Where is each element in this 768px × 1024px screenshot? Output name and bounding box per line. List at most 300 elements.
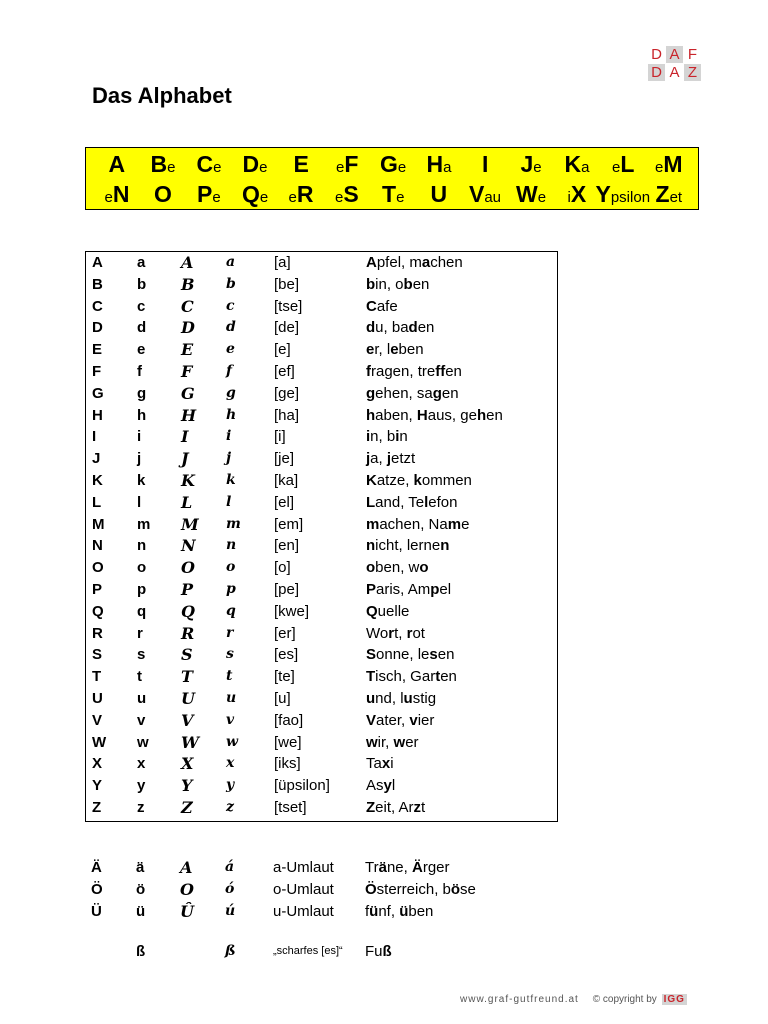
alphabet-letter: E <box>293 151 309 177</box>
letter-sound-suffix: e <box>537 189 547 206</box>
table-row <box>85 857 558 879</box>
script-uppercase: F <box>181 362 193 381</box>
script-uppercase: V <box>181 710 194 730</box>
footer-website: www.graf-gutfreund.at <box>460 994 579 1005</box>
alphabet-letter: Y <box>595 181 611 207</box>
highlighted-letter: p <box>430 581 440 598</box>
alphabet-entry <box>469 179 501 213</box>
highlighted-letter: Ä <box>411 859 423 876</box>
script-uppercase: C <box>181 296 194 316</box>
pronunciation: [fao] <box>274 711 304 729</box>
highlighted-letter: C <box>366 297 377 315</box>
highlighted-letter: b <box>403 275 413 293</box>
table-row <box>85 879 558 901</box>
lowercase-letter: t <box>137 668 142 686</box>
table-row <box>86 317 557 339</box>
alphabet-letter: D <box>242 151 260 177</box>
example-words: Taxi <box>366 755 394 773</box>
footer-brand: IGG <box>663 994 685 1005</box>
letter-sound-prefix: e <box>288 189 297 206</box>
script-lowercase: m <box>226 515 241 532</box>
script-lowercase: k <box>226 472 236 488</box>
lowercase-letter: c <box>137 297 146 315</box>
letter-sound-suffix: e <box>396 189 405 206</box>
pronunciation: [u] <box>274 690 291 707</box>
script-uppercase: Z <box>181 798 193 817</box>
example-words: oben, wo <box>366 559 429 577</box>
alphabet-row-2 <box>86 179 698 209</box>
lowercase-letter: s <box>137 646 146 664</box>
table-row <box>85 901 558 923</box>
script-uppercase: R <box>181 623 195 643</box>
lowercase-letter: l <box>137 493 142 511</box>
highlighted-letter: z <box>413 799 422 816</box>
lowercase-letter: ö <box>136 880 146 898</box>
highlighted-letter: S <box>366 646 377 664</box>
highlighted-letter: w <box>366 733 378 751</box>
table-row <box>86 274 557 296</box>
highlighted-letter: ff <box>435 363 446 380</box>
alphabet-entry <box>596 179 651 213</box>
table-row <box>86 732 557 754</box>
script-uppercase: H <box>181 405 197 425</box>
letter-sound-suffix: e <box>533 159 542 176</box>
logo-letter: Z <box>684 64 701 81</box>
script-lowercase: ó <box>225 880 235 897</box>
alphabet-letter: H <box>426 151 444 177</box>
lowercase-letter: g <box>137 384 147 402</box>
footer <box>460 994 687 1005</box>
example-words: fragen, treffen <box>366 363 462 380</box>
pronunciation: [el] <box>274 493 295 511</box>
alphabet-letter: N <box>112 181 130 207</box>
table-row <box>86 296 557 318</box>
lowercase-letter: p <box>137 581 147 598</box>
script-uppercase: O <box>180 879 194 899</box>
script-uppercase: Û <box>180 901 194 921</box>
script-uppercase: N <box>181 536 196 556</box>
alphabet-entry <box>289 179 314 213</box>
pronunciation: a-Umlaut <box>273 859 334 876</box>
uppercase-letter: H <box>92 406 103 424</box>
logo-letter: F <box>684 46 701 63</box>
script-lowercase: w <box>226 733 239 750</box>
script-uppercase: K <box>181 471 195 490</box>
logo-letter: D <box>648 46 665 63</box>
pronunciation: [ge] <box>274 384 300 402</box>
alphabet-letter: X <box>570 181 587 207</box>
pronunciation: o-Umlaut <box>273 880 334 898</box>
highlighted-letter: m <box>447 515 462 533</box>
highlighted-letter: Ö <box>365 880 377 898</box>
lowercase-letter: ß <box>136 943 146 960</box>
logo-letter: A <box>666 64 683 81</box>
letter-sound-suffix: e <box>397 159 407 176</box>
example-words: Asyl <box>366 777 396 795</box>
script-lowercase: j <box>226 450 232 467</box>
table-row <box>86 470 557 492</box>
letter-sound-suffix: e <box>213 159 222 176</box>
pronunciation: [te] <box>274 668 295 686</box>
highlighted-letter: A <box>366 254 377 271</box>
example-words: Quelle <box>366 602 410 620</box>
example-words: Träne, Ärger <box>365 859 450 876</box>
example-words: Zeit, Arzt <box>366 799 426 816</box>
highlighted-letter: Q <box>366 602 378 620</box>
lowercase-letter: i <box>137 428 142 446</box>
uppercase-letter: O <box>92 559 104 577</box>
table-row <box>86 797 557 819</box>
lowercase-letter: r <box>137 624 143 642</box>
example-words: er, leben <box>366 341 424 359</box>
highlighted-letter: o <box>366 559 376 577</box>
script-uppercase: I <box>181 427 189 447</box>
alphabet-entry <box>154 179 172 213</box>
lowercase-letter: x <box>137 755 146 773</box>
example-words: machen, Name <box>366 515 470 533</box>
letter-sound-prefix: i <box>567 189 571 206</box>
alphabet-entry <box>242 179 268 213</box>
uppercase-letter: J <box>92 450 101 468</box>
example-words: du, baden <box>366 319 435 337</box>
highlighted-letter: d <box>366 319 376 337</box>
example-words: in, bin <box>366 428 408 446</box>
alphabet-entry <box>521 149 542 183</box>
highlighted-letter: j <box>386 450 392 468</box>
highlighted-letter: t <box>435 668 441 686</box>
uppercase-letter: U <box>92 690 103 707</box>
lowercase-letter: m <box>137 515 151 533</box>
highlighted-letter: o <box>419 559 429 577</box>
lowercase-letter: ä <box>136 859 145 876</box>
pronunciation: [tset] <box>274 799 307 816</box>
lowercase-letter: y <box>137 777 146 795</box>
pronunciation: [iks] <box>274 755 301 773</box>
table-row <box>86 383 557 405</box>
letter-sound-suffix: e <box>259 189 269 206</box>
table-row <box>86 514 557 536</box>
pronunciation: [kwe] <box>274 602 310 620</box>
highlighted-letter: r <box>406 624 413 642</box>
highlighted-letter: ä <box>378 859 387 876</box>
script-lowercase: g <box>226 384 236 401</box>
uppercase-letter: W <box>92 733 107 751</box>
alphabet-letter: T <box>382 181 397 207</box>
pronunciation: [pe] <box>274 581 300 598</box>
letter-sound-suffix: e <box>212 189 221 206</box>
pronunciation: [e] <box>274 341 291 359</box>
pronunciation: [en] <box>274 537 300 555</box>
uppercase-letter: Q <box>92 602 104 620</box>
alphabet-entry <box>612 149 634 183</box>
script-lowercase: e <box>226 341 235 358</box>
lowercase-letter: ü <box>136 902 146 920</box>
lowercase-letter: q <box>137 602 147 620</box>
alphabet-letter: F <box>344 151 359 177</box>
lowercase-letter: o <box>137 559 147 577</box>
script-uppercase: A <box>181 253 194 272</box>
script-lowercase: p <box>226 581 236 597</box>
highlighted-letter: i <box>395 428 400 446</box>
alphabet-letter: S <box>343 181 359 207</box>
lowercase-letter: e <box>137 341 146 359</box>
example-words: gehen, sagen <box>366 384 459 402</box>
alphabet-entry <box>382 179 404 213</box>
lowercase-letter: j <box>137 450 142 468</box>
highlighted-letter: T <box>366 668 376 686</box>
alphabet-entry <box>380 149 406 183</box>
script-lowercase: c <box>226 297 235 314</box>
alphabet-entry <box>294 149 309 183</box>
script-uppercase: B <box>181 274 195 294</box>
alphabet-entry <box>565 149 590 183</box>
script-lowercase: f <box>226 363 233 379</box>
uppercase-letter: L <box>92 493 102 511</box>
script-lowercase: á <box>225 859 235 875</box>
uppercase-letter: K <box>92 472 103 489</box>
script-lowercase: i <box>226 428 232 445</box>
pronunciation: [o] <box>274 559 291 577</box>
script-lowercase: v <box>226 711 235 728</box>
pronunciation: [er] <box>274 624 296 642</box>
uppercase-letter: M <box>92 515 105 533</box>
highlighted-letter: v <box>409 711 418 729</box>
logo-letter: A <box>666 46 683 63</box>
script-uppercase: A <box>180 858 193 877</box>
lowercase-letter: a <box>137 254 146 271</box>
alphabet-letter: L <box>620 151 635 177</box>
letter-sound-suffix: e <box>167 159 176 176</box>
example-words: Cafe <box>366 297 398 315</box>
example-words: Fuß <box>365 943 392 960</box>
table-row <box>86 557 557 579</box>
alphabet-letter: B <box>150 151 168 177</box>
uppercase-letter: A <box>92 254 103 271</box>
letter-sound-suffix: et <box>669 189 683 206</box>
table-row <box>86 361 557 383</box>
table-row <box>86 710 557 732</box>
uppercase-letter: Y <box>92 777 103 795</box>
alphabet-row-1 <box>86 149 698 179</box>
pronunciation: [tse] <box>274 297 303 315</box>
table-row <box>86 688 557 710</box>
pronunciation: [em] <box>274 515 304 533</box>
lowercase-letter: f <box>137 363 142 380</box>
pronunciation: [üpsilon] <box>274 777 330 795</box>
uppercase-letter: C <box>92 297 103 315</box>
highlighted-letter: n <box>440 537 450 555</box>
alphabet-entry <box>197 149 222 183</box>
table-row <box>86 775 557 797</box>
script-uppercase: T <box>181 667 193 687</box>
script-lowercase: q <box>226 602 236 619</box>
highlighted-letter: b <box>366 275 376 293</box>
letter-sound-prefix: e <box>104 189 113 206</box>
letter-sound-prefix: e <box>655 159 664 176</box>
page-title: Das Alphabet <box>92 83 232 108</box>
highlighted-letter: L <box>366 493 376 511</box>
table-row <box>86 252 557 274</box>
table-row <box>86 644 557 666</box>
highlighted-letter: j <box>366 450 371 468</box>
alphabet-entry <box>427 149 452 183</box>
example-words: Sonne, lesen <box>366 646 455 664</box>
lowercase-letter: v <box>137 711 146 729</box>
table-row <box>85 941 558 963</box>
highlighted-letter: u <box>366 690 376 707</box>
highlighted-letter: n <box>366 537 376 555</box>
letter-sound-suffix: au <box>484 189 502 206</box>
uppercase-letter: B <box>92 275 103 293</box>
daf-daz-logo <box>648 46 701 81</box>
highlighted-letter: P <box>366 581 377 598</box>
alphabet-letter: U <box>430 181 448 207</box>
highlighted-letter: x <box>381 755 391 773</box>
lowercase-letter: w <box>137 733 149 751</box>
uppercase-letter: I <box>92 428 97 446</box>
alphabet-letter: M <box>663 151 683 177</box>
script-lowercase: y <box>226 777 235 794</box>
letter-sound-prefix: e <box>335 189 344 206</box>
pronunciation: [ha] <box>274 406 300 424</box>
table-row <box>86 405 557 427</box>
script-uppercase: L <box>181 492 193 512</box>
alphabet-letter: J <box>520 151 534 177</box>
highlighted-letter: g <box>432 384 442 402</box>
letter-sound-suffix: a <box>581 159 590 176</box>
script-lowercase: x <box>226 755 235 772</box>
pronunciation: [ka] <box>274 472 299 489</box>
letter-sound-suffix: e <box>259 159 268 176</box>
example-words: Land, Telefon <box>366 493 458 511</box>
alphabet-entry <box>197 179 221 213</box>
example-words: haben, Haus, gehen <box>366 406 503 424</box>
pronunciation: [i] <box>274 428 286 446</box>
highlighted-letter: V <box>366 711 377 729</box>
alphabet-letter: G <box>380 151 398 177</box>
script-uppercase: U <box>181 689 195 708</box>
highlighted-letter: s <box>429 646 438 664</box>
uppercase-letter: Ü <box>91 902 102 920</box>
script-lowercase: h <box>226 406 237 423</box>
table-row <box>86 492 557 514</box>
highlighted-letter: i <box>366 428 371 446</box>
example-words: Katze, kommen <box>366 472 472 489</box>
letter-sound-prefix: e <box>612 159 621 176</box>
alphabet-letter: W <box>516 181 538 207</box>
script-lowercase: r <box>226 624 234 641</box>
highlighted-letter: g <box>366 384 376 402</box>
lowercase-letter: z <box>137 799 145 816</box>
lowercase-letter: n <box>137 537 147 555</box>
pronunciation: [ef] <box>274 363 295 380</box>
script-uppercase: W <box>181 732 199 752</box>
uppercase-letter: V <box>92 711 103 729</box>
alphabet-letter: A <box>108 151 126 177</box>
uppercase-letter: P <box>92 581 103 598</box>
uppercase-letter: D <box>92 319 103 337</box>
highlighted-letter: y <box>383 777 392 795</box>
highlighted-letter: r <box>388 624 395 642</box>
alphabet-entry <box>516 179 546 213</box>
uppercase-letter: F <box>92 363 102 380</box>
script-uppercase: X <box>181 754 194 774</box>
footer-copyright: © copyright by <box>592 994 657 1005</box>
table-row <box>86 579 557 601</box>
table-row <box>86 666 557 688</box>
highlighted-letter: m <box>366 515 380 533</box>
alphabet-entry <box>243 149 268 183</box>
example-words: ja, jetzt <box>366 450 416 468</box>
highlighted-letter: a <box>421 254 431 271</box>
pronunciation: u-Umlaut <box>273 902 334 920</box>
letter-sound-suffix: a <box>443 159 452 176</box>
example-words: Paris, Ampel <box>366 581 452 598</box>
script-uppercase: M <box>181 514 199 534</box>
uppercase-letter: E <box>92 341 103 359</box>
lowercase-letter: h <box>137 406 147 424</box>
uppercase-letter: N <box>92 537 103 555</box>
script-uppercase: G <box>181 383 195 403</box>
alphabet-letter: Z <box>655 181 670 207</box>
alphabet-entry <box>109 149 126 183</box>
table-row <box>86 535 557 557</box>
script-lowercase: l <box>226 493 232 510</box>
highlighted-letter: ß <box>382 943 392 960</box>
highlighted-letter: ö <box>450 880 461 898</box>
script-lowercase: a <box>226 254 236 270</box>
highlighted-letter: u <box>403 690 413 707</box>
example-words: bin, oben <box>366 275 430 293</box>
alphabet-entry <box>568 179 587 213</box>
highlighted-letter: f <box>366 363 371 380</box>
highlighted-letter: K <box>366 472 377 489</box>
letter-sound-suffix: psilon <box>610 189 651 206</box>
example-words: und, lustig <box>366 690 437 707</box>
script-lowercase: d <box>226 319 236 336</box>
lowercase-letter: d <box>137 319 147 337</box>
script-lowercase: u <box>226 690 237 706</box>
uppercase-letter: R <box>92 624 103 642</box>
highlighted-letter: Z <box>366 799 376 816</box>
alphabet-entry <box>431 179 448 213</box>
script-lowercase: ú <box>225 902 236 919</box>
uppercase-letter: Z <box>92 799 102 816</box>
logo-letter: D <box>648 64 665 81</box>
highlighted-letter: H <box>416 406 428 424</box>
highlighted-letter: h <box>366 406 376 424</box>
lowercase-letter: k <box>137 472 146 489</box>
alphabet-letter: O <box>154 181 172 207</box>
script-uppercase: D <box>181 318 195 338</box>
script-uppercase: E <box>181 340 194 360</box>
alphabet-entry <box>151 149 176 183</box>
highlighted-letter: ü <box>399 902 409 920</box>
alphabet-entry <box>336 149 358 183</box>
alphabet-entry <box>482 149 488 183</box>
lowercase-letter: u <box>137 690 147 707</box>
highlighted-letter: e <box>390 341 399 359</box>
alphabet-table <box>85 251 558 822</box>
table-row <box>86 339 557 361</box>
alphabet-entry <box>105 179 130 213</box>
alphabet-letter: K <box>564 151 582 177</box>
uppercase-letter: X <box>92 755 103 773</box>
highlighted-letter: l <box>424 493 429 511</box>
letter-sound-prefix: e <box>336 159 345 176</box>
highlighted-letter: h <box>476 406 487 424</box>
table-row <box>86 753 557 775</box>
